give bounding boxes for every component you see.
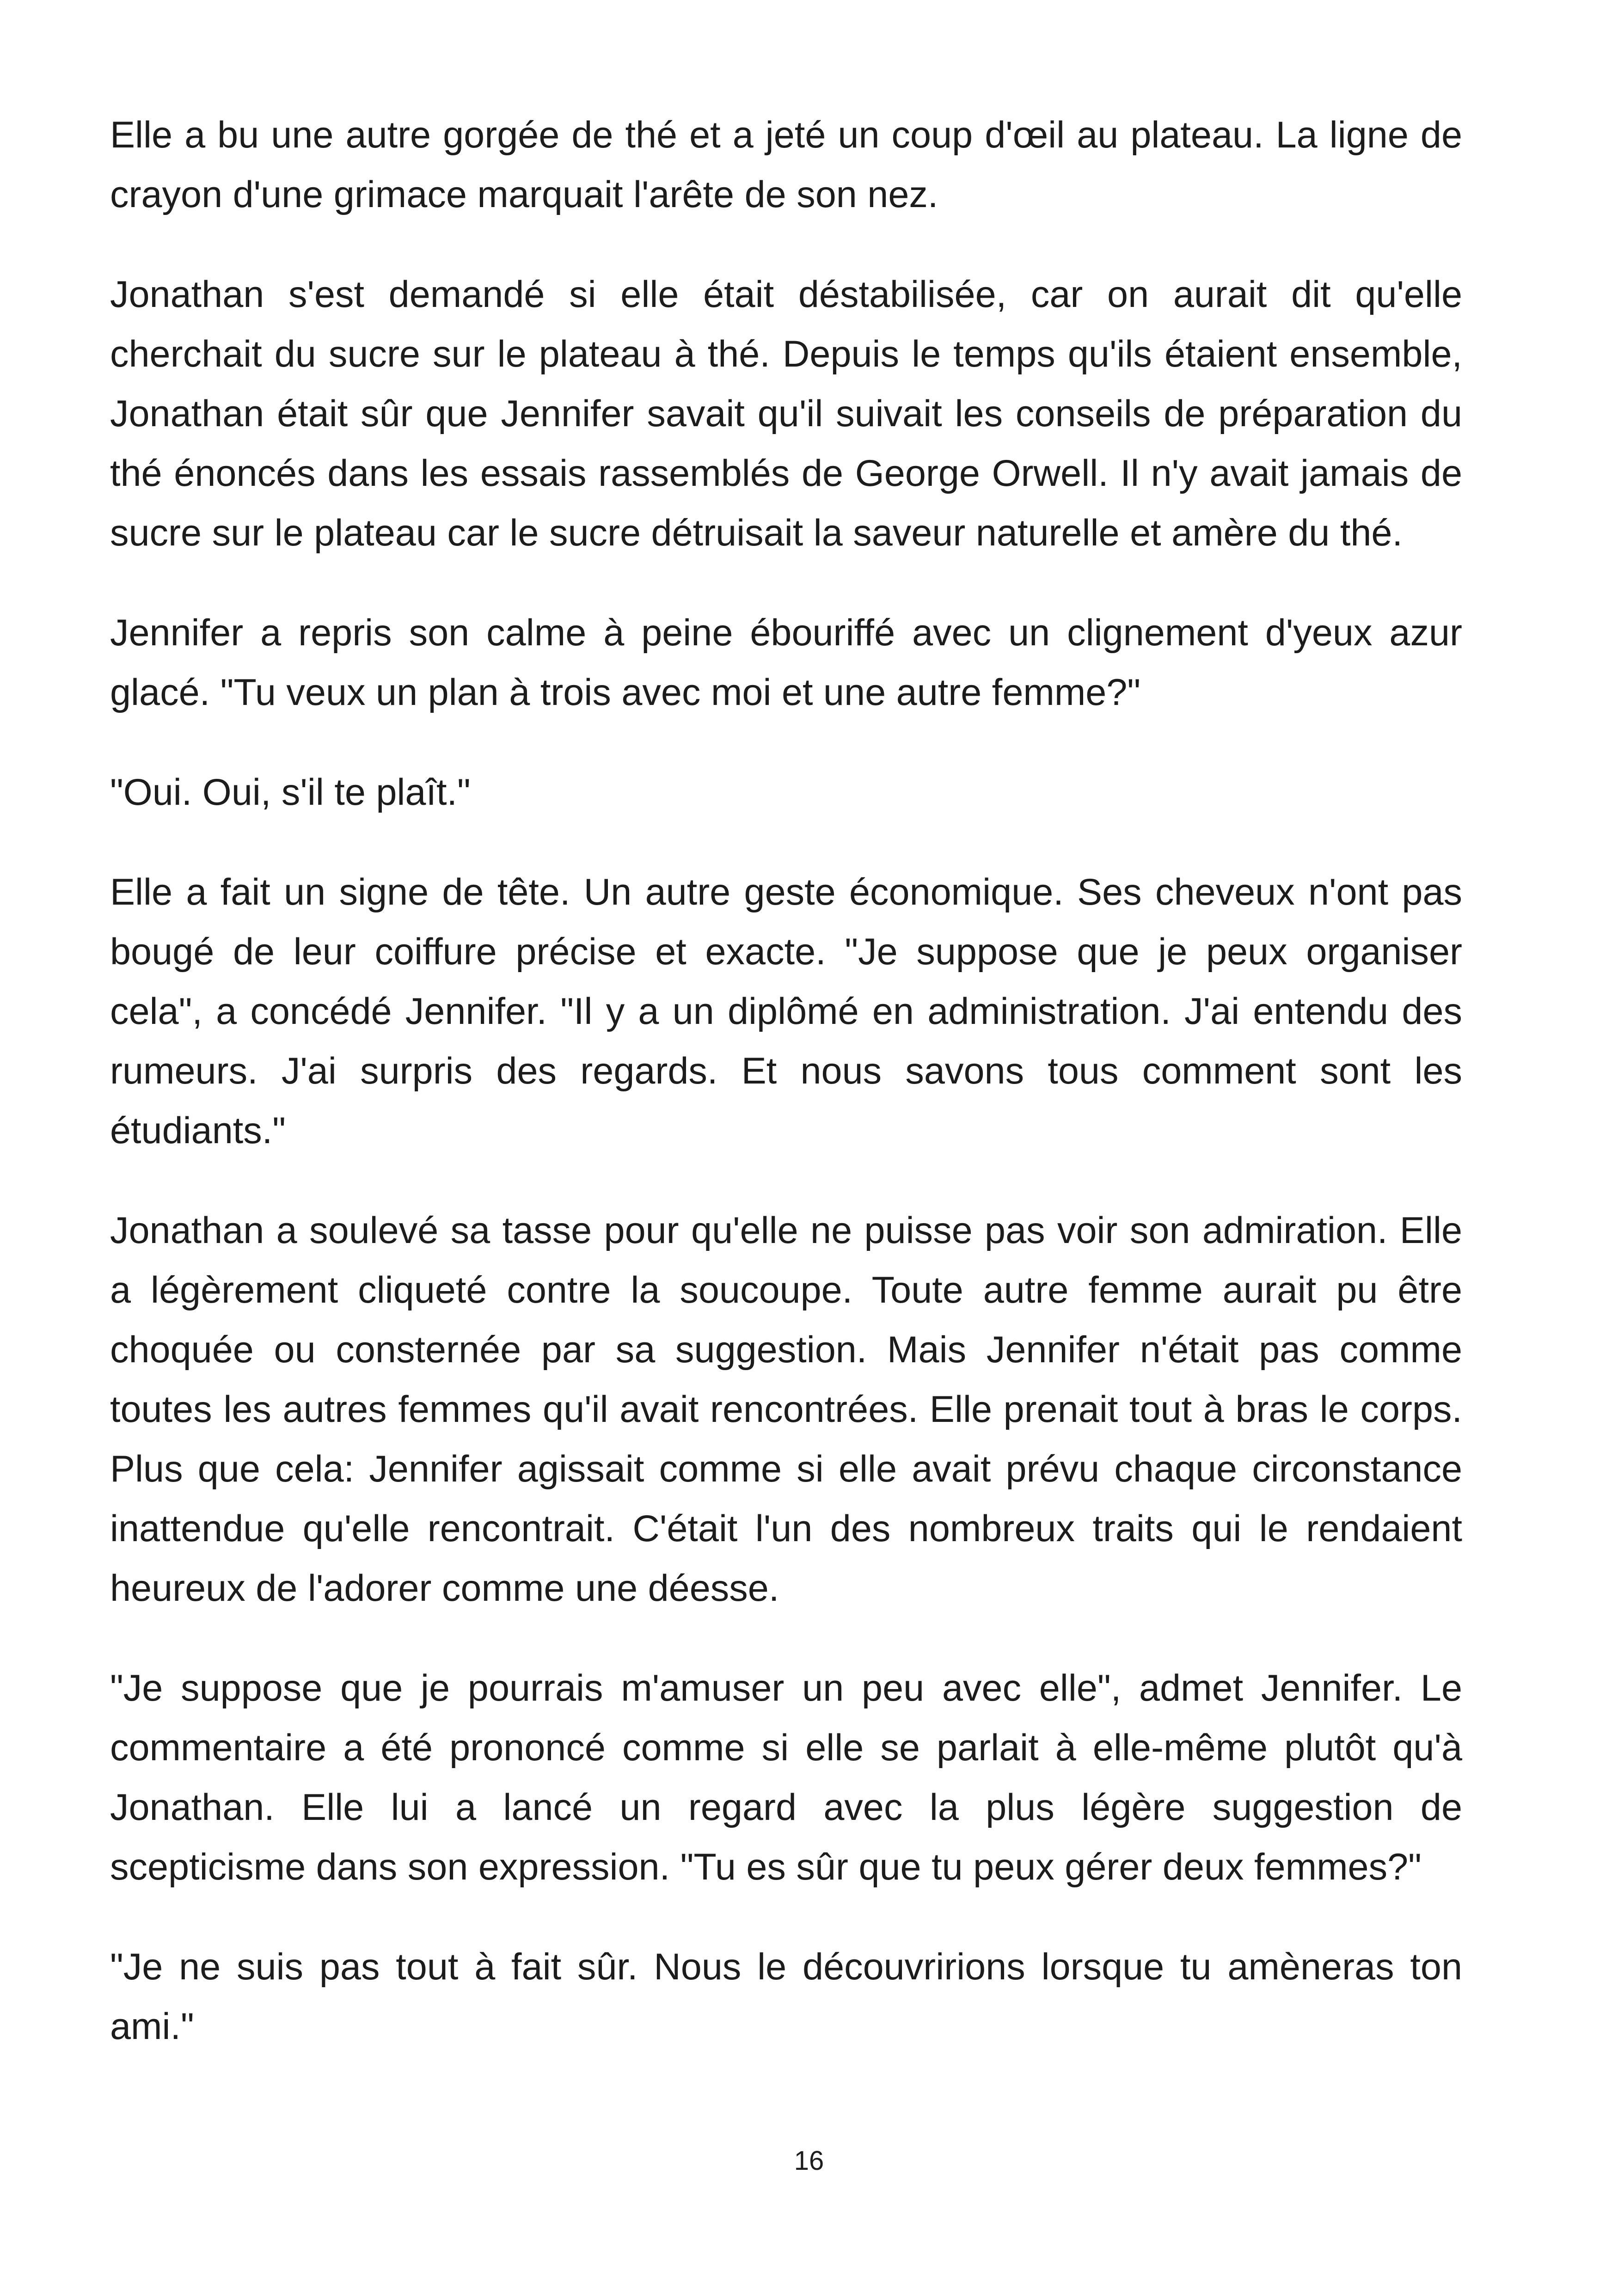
paragraph: "Je ne suis pas tout à fait sûr. Nous le découvririons lorsque tu amèneras ton ami." (110, 1946, 1462, 2047)
paragraph: "Je suppose que je pourrais m'amuser un peu avec elle", admet Jennifer. Le commentaire a été prononcé comme si elle se parlait à elle-même plutôt qu'à Jonathan. Elle lui a lancé un regard avec la plus légère suggestion de scepticisme dans son expression. "Tu es sûr que tu peux gérer deux femmes?" (110, 1667, 1462, 1888)
page-number: 16 (794, 2146, 824, 2176)
paragraph: Jonathan a soulevé sa tasse pour qu'elle ne puisse pas voir son admiration. Elle a légèrement cliqueté contre la soucoupe. Toute autre femme aurait pu être choquée ou consternée par sa suggestion. Mais Jennifer n'était pas comme toutes les autres femmes qu'il avait rencontrées. Elle prenait tout à bras le corps. Plus que cela: Jennifer agissait comme si elle avait prévu chaque circonstance inattendue qu'elle rencontrait. C'était l'un des nombreux traits qui le rendaient heureux de l'adorer comme une déesse. (110, 1210, 1462, 1609)
paragraph: Elle a fait un signe de tête. Un autre geste économique. Ses cheveux n'ont pas bougé de leur coiffure précise et exacte. "Je suppose que je peux organiser cela", a concédé Jennifer. "Il y a un diplômé en administration. J'ai entendu des rumeurs. J'ai surpris des regards. Et nous savons tous comment sont les étudiants." (110, 871, 1462, 1151)
paragraph: Jonathan s'est demandé si elle était déstabilisée, car on aurait dit qu'elle cherchait du sucre sur le plateau à thé. Depuis le temps qu'ils étaient ensemble, Jonathan était sûr que Jennifer savait qu'il suivait les conseils de préparation du thé énoncés dans les essais rassemblés de George Orwell. Il n'y avait jamais de sucre sur le plateau car le sucre détruisait la saveur naturelle et amère du thé. (110, 274, 1462, 554)
paragraph: "Oui. Oui, s'il te plaît." (110, 771, 471, 813)
paragraph: Jennifer a repris son calme à peine ébouriffé avec un clignement d'yeux azur glacé. "Tu veux un plan à trois avec moi et une autre femme?" (110, 612, 1462, 713)
paragraph: Elle a bu une autre gorgée de thé et a jeté un coup d'œil au plateau. La ligne de crayon d'une grimace marquait l'arête de son nez. (110, 114, 1462, 215)
body-text (110, 105, 1462, 2057)
